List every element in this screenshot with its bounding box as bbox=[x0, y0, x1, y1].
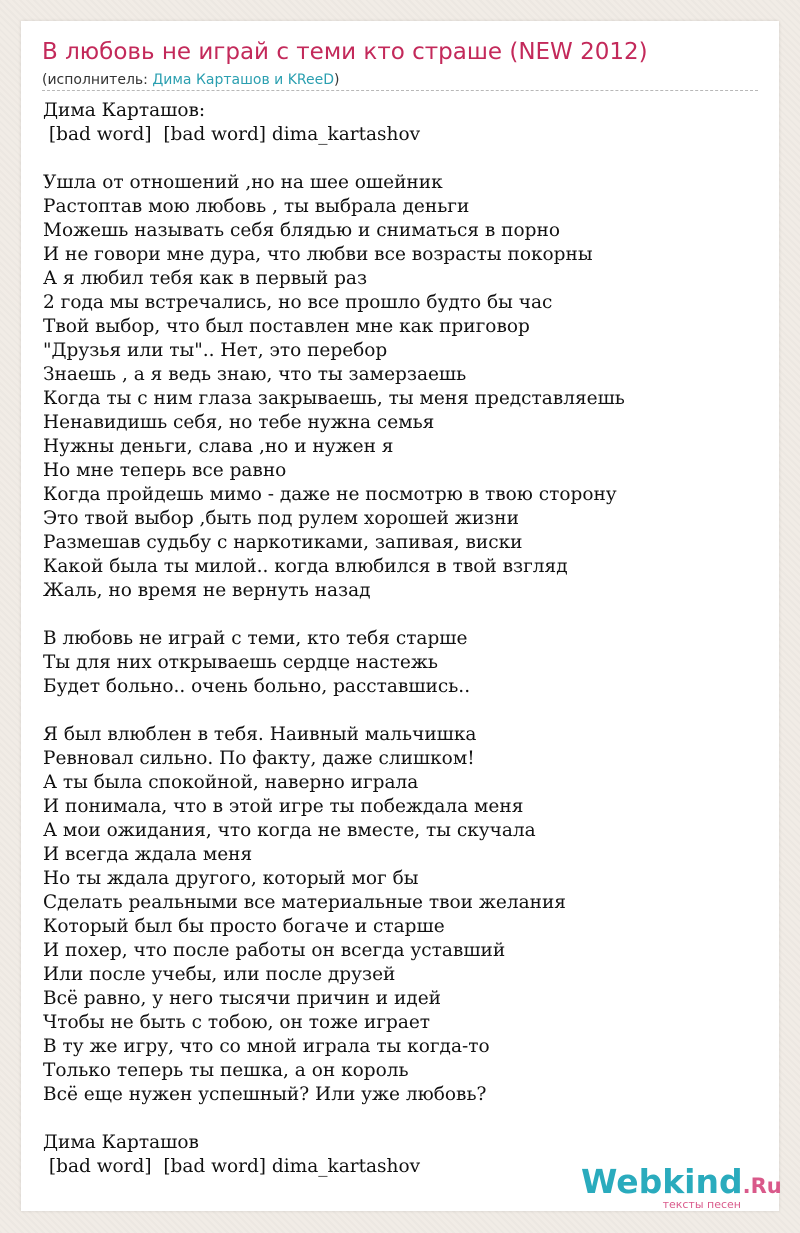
lyrics-text: Дима Карташов: [bad word] [bad word] dima_kartashov Ушла от отношений ,но на шее ошейник Растоптав мою любовь , ты выбрала деньги Можешь называть себя блядью и сниматься в порно И не говори мне дура, что любви все возрасты покорны А я любил тебя как в первый раз 2 года мы встречались, но все прошло будто бы час Твой выбор, что был поставлен мне как приговор "Друзья или ты".. Нет, это перебор Знаешь , а я ведь знаю, что ты замерзаешь Когда ты с ним глаза закрываешь, ты меня представляешь Ненавидишь себя, но тебе нужна семья Нужны деньги, слава ,но и нужен я Но мне теперь все равно Когда пройдешь мимо - даже не посмотрю в твою сторону Это твой выбор ,быть под рулем хорошей жизни Размешав судьбу с наркотиками, запивая, виски Какой была ты милой.. когда влюбился в твой взгляд Жаль, но время не вернуть назад В любовь не играй с теми, кто тебя старше Ты для них открываешь сердце настежь Будет больно.. очень больно, расставшись.. Я был влюблен в тебя. Наивный мальчишка Ревновал сильно. По факту, даже слишком! А ты была спокойной, наверно играла И понимала, что в этой игре ты побеждала меня А мои ожидания, что когда не вместе, ты скучала И всегда ждала меня Но ты ждала другого, который мог бы Сделать реальными все материальные твои желания Который был бы просто богаче и старше И похер, что после работы он всегда уставший Или после учебы, или после друзей Всё равно, у него тысячи причин и идей Чтобы не быть с тобою, он тоже играет В ту же игру, что со мной играла ты когда-то Только теперь ты пешка, а он король Всё еще нужен успешный? Или уже любовь? Дима Карташов [bad word] [bad word] dima_kartashov bbox=[43, 100, 625, 1177]
artist-line bbox=[42, 72, 339, 88]
logo-tagline: тексты песен bbox=[662, 1198, 741, 1211]
logo-tld: .Ru bbox=[742, 1174, 782, 1198]
song-title: В любовь не играй с теми кто страше (NEW 2012) bbox=[42, 39, 648, 65]
artist-suffix: ) bbox=[334, 72, 340, 88]
artist-prefix: (исполнитель: bbox=[42, 72, 153, 88]
logo-brand: Webkind bbox=[581, 1162, 743, 1201]
lyrics-card bbox=[21, 21, 782, 1211]
artist-link[interactable]: Дима Карташов и KReeD bbox=[152, 72, 334, 88]
site-logo[interactable] bbox=[581, 1162, 782, 1214]
header-divider bbox=[42, 90, 758, 91]
